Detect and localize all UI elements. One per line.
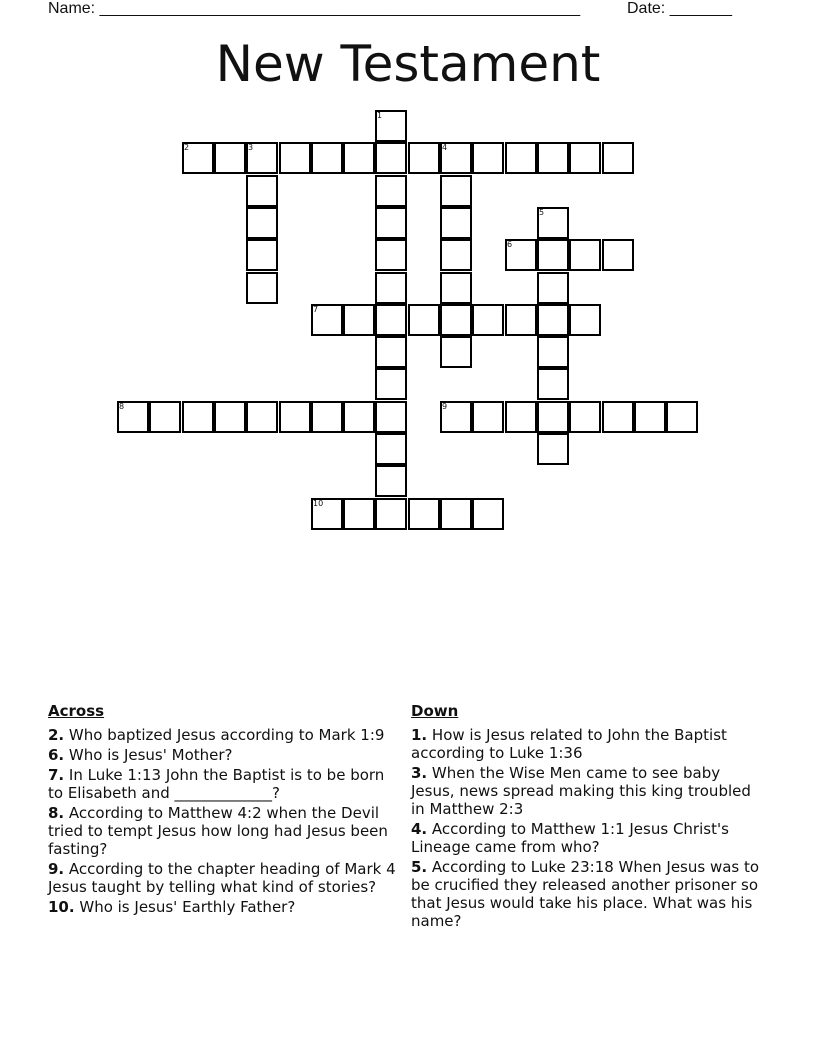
down-clue-1 (411, 726, 766, 762)
grid-cell[interactable] (375, 433, 407, 465)
grid-cell[interactable] (214, 142, 246, 174)
grid-number: 3 (248, 143, 254, 152)
grid-cell[interactable] (537, 401, 569, 433)
clue-number: 2. (48, 726, 65, 744)
grid-cell[interactable] (408, 304, 440, 336)
grid-cell[interactable] (375, 175, 407, 207)
name-field-label: Name: ______________________________________________________ (48, 0, 581, 17)
grid-cell[interactable] (602, 239, 634, 271)
grid-cell[interactable] (343, 401, 375, 433)
grid-number: 8 (119, 402, 125, 411)
grid-cell[interactable] (537, 336, 569, 368)
grid-cell[interactable] (246, 239, 278, 271)
clue-text: Who baptized Jesus according to Mark 1:9 (68, 726, 385, 744)
clue-text: In Luke 1:13 John the Baptist is to be born to Elisabeth and _____________? (48, 766, 385, 802)
grid-cell[interactable] (472, 401, 504, 433)
grid-cell[interactable] (440, 498, 472, 530)
clue-number: 1. (411, 726, 428, 744)
grid-number: 9 (442, 402, 448, 411)
grid-cell[interactable] (311, 142, 343, 174)
grid-cell[interactable] (375, 239, 407, 271)
clue-text: Who is Jesus' Mother? (68, 746, 233, 764)
down-clues (411, 702, 766, 932)
across-clues (48, 702, 403, 918)
grid-cell[interactable] (375, 142, 407, 174)
grid-cell[interactable] (408, 142, 440, 174)
grid-cell[interactable] (505, 142, 537, 174)
grid-number: 5 (539, 208, 545, 217)
grid-cell[interactable] (343, 142, 375, 174)
grid-cell[interactable] (279, 142, 311, 174)
clue-text: According to Luke 23:18 When Jesus was to be crucified they released another prisoner so that Jesus would take his place. What was his name? (411, 858, 760, 930)
grid-cell[interactable] (375, 207, 407, 239)
grid-cell[interactable] (343, 498, 375, 530)
across-clue-6 (48, 746, 403, 764)
grid-cell[interactable] (279, 401, 311, 433)
grid-cell[interactable] (440, 336, 472, 368)
clue-text: According to the chapter heading of Mark 4 Jesus taught by telling what kind of stories? (48, 860, 396, 896)
clue-number: 7. (48, 766, 65, 784)
grid-cell[interactable] (375, 465, 407, 497)
grid-cell[interactable] (375, 368, 407, 400)
grid-number: 4 (442, 143, 448, 152)
grid-cell[interactable] (505, 304, 537, 336)
clue-number: 3. (411, 764, 428, 782)
clue-number: 6. (48, 746, 65, 764)
grid-cell[interactable] (375, 336, 407, 368)
grid-cell[interactable] (375, 304, 407, 336)
down-clue-4 (411, 820, 766, 856)
grid-cell[interactable] (375, 272, 407, 304)
grid-cell[interactable] (246, 272, 278, 304)
grid-cell[interactable] (246, 401, 278, 433)
across-heading: Across (48, 702, 105, 720)
across-clue-2 (48, 726, 403, 744)
grid-cell[interactable] (602, 142, 634, 174)
grid-cell[interactable] (569, 401, 601, 433)
date-field-label: Date: _______ (627, 0, 732, 17)
grid-cell[interactable] (214, 401, 246, 433)
clue-text: When the Wise Men came to see baby Jesus, news spread making this king troubled in Matthew 2:3 (411, 764, 751, 818)
clue-text: According to Matthew 4:2 when the Devil tried to tempt Jesus how long had Jesus been fasting? (48, 804, 388, 858)
clue-number: 4. (411, 820, 428, 838)
grid-cell[interactable] (440, 175, 472, 207)
grid-cell[interactable] (311, 401, 343, 433)
page-title: New Testament (215, 35, 601, 93)
grid-cell[interactable] (634, 401, 666, 433)
across-clue-9 (48, 860, 403, 896)
grid-cell[interactable] (375, 498, 407, 530)
grid-cell[interactable] (149, 401, 181, 433)
grid-cell[interactable] (472, 142, 504, 174)
grid-cell[interactable] (537, 239, 569, 271)
grid-cell[interactable] (440, 207, 472, 239)
grid-number: 10 (313, 499, 324, 508)
grid-cell[interactable] (408, 498, 440, 530)
grid-cell[interactable] (537, 433, 569, 465)
grid-cell[interactable] (569, 142, 601, 174)
grid-number: 6 (507, 240, 513, 249)
down-clue-3 (411, 764, 766, 818)
grid-number: 1 (377, 111, 383, 120)
grid-cell[interactable] (375, 401, 407, 433)
across-clue-10 (48, 898, 403, 916)
grid-cell[interactable] (182, 401, 214, 433)
grid-cell[interactable] (505, 401, 537, 433)
grid-cell[interactable] (246, 207, 278, 239)
grid-cell[interactable] (440, 239, 472, 271)
clue-number: 8. (48, 804, 65, 822)
across-clue-8 (48, 804, 403, 858)
grid-cell[interactable] (246, 175, 278, 207)
clue-number: 10. (48, 898, 75, 916)
clue-text: How is Jesus related to John the Baptist according to Luke 1:36 (411, 726, 727, 762)
grid-number: 7 (313, 305, 319, 314)
down-heading: Down (411, 702, 459, 720)
clue-number: 9. (48, 860, 65, 878)
grid-cell[interactable] (537, 304, 569, 336)
grid-cell[interactable] (602, 401, 634, 433)
grid-cell[interactable] (440, 304, 472, 336)
grid-number: 2 (184, 143, 190, 152)
across-clue-7 (48, 766, 403, 802)
clue-text: According to Matthew 1:1 Jesus Christ's Lineage came from who? (411, 820, 729, 856)
clue-text: Who is Jesus' Earthly Father? (79, 898, 296, 916)
grid-cell[interactable] (472, 498, 504, 530)
down-clue-5 (411, 858, 766, 930)
grid-cell[interactable] (569, 239, 601, 271)
grid-cell[interactable] (440, 272, 472, 304)
grid-cell[interactable] (343, 304, 375, 336)
grid-cell[interactable] (537, 272, 569, 304)
clue-number: 5. (411, 858, 428, 876)
grid-cell[interactable] (569, 304, 601, 336)
grid-cell[interactable] (472, 304, 504, 336)
grid-cell[interactable] (537, 142, 569, 174)
grid-cell[interactable] (666, 401, 698, 433)
grid-cell[interactable] (537, 368, 569, 400)
